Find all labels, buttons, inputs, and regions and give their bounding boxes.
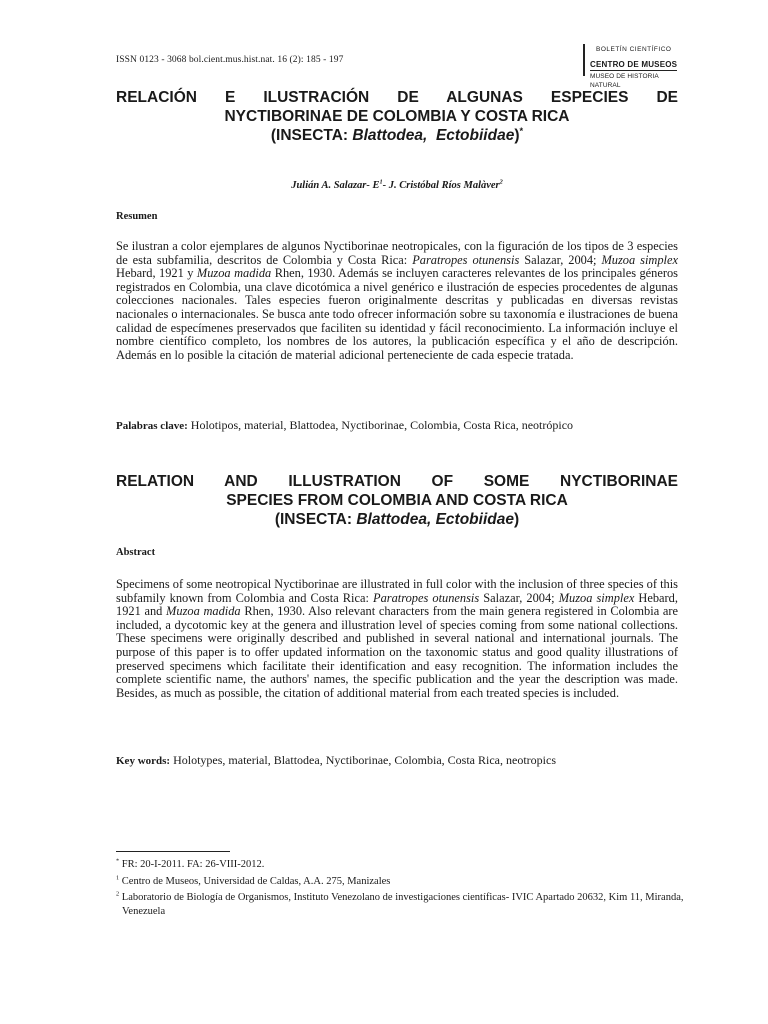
authors — [116, 180, 678, 191]
species-name: Paratropes otunensis — [373, 590, 480, 605]
palabras-clave — [116, 418, 678, 433]
title-prefix: (INSECTA: — [270, 127, 353, 144]
resumen-part: Se ilustran a color ejemplares de algunos Nyctiborinae neotropicales, con la figuración de los tipos de 3 especies de esta subfamilia, descritos de Colombia y Costa Rica: — [116, 239, 678, 267]
title-taxon-family: Ectobiidae — [435, 511, 514, 528]
title-taxon-order: Blattodea, — [356, 511, 432, 528]
footnote-mark: 2 — [116, 890, 120, 898]
species-name: Paratropes otunensis — [412, 252, 520, 267]
title-suffix: ) — [514, 127, 520, 144]
title-taxon-family: Ectobiidae — [435, 127, 515, 144]
title-prefix: (INSECTA: — [274, 511, 357, 528]
english-title-line-1: RELATION AND ILLUSTRATION OF SOME NYCTIBORINAE — [116, 473, 678, 490]
abstract-text — [116, 578, 678, 700]
resumen-text — [116, 240, 678, 362]
author-1-mark: 1 — [379, 178, 383, 186]
logo-line-1: BOLETÍN CIENTÍFICO — [596, 46, 672, 53]
spanish-title-line-3 — [116, 126, 678, 145]
english-title-line-2: SPECIES FROM COLOMBIA AND COSTA RICA — [226, 492, 568, 509]
footnote-text: FR: 20-I-2011. FA: 26-VIII-2012. — [119, 859, 265, 870]
species-name: Muzoa simplex — [558, 590, 635, 605]
author-2: - J. Cristóbal Ríos Malàver — [382, 180, 500, 191]
keywords-list: Holotypes, material, Blattodea, Nyctiborinae, Colombia, Costa Rica, neotropics — [170, 753, 556, 767]
abstract-part: Hebard, 1921 and — [116, 590, 678, 619]
logo-divider — [583, 44, 585, 76]
footnote-divider — [116, 851, 230, 852]
author-2-mark: 2 — [499, 178, 503, 186]
abstract-heading: Abstract — [116, 547, 156, 558]
species-name: Muzoa madida — [196, 266, 272, 281]
resumen-heading: Resumen — [116, 211, 158, 222]
author-1: Julián A. Salazar- E — [291, 180, 380, 191]
resumen-part: Rhen, 1930. Además se incluyen caracteres relevantes de los principales géneros registrados en Colombia, una clave dicotómica a nivel genérico e ilustración de especies procedentes de algunas colecciones nacionales. Tales especies fueron originalmente descritas y publicadas en diversas revistas nacionales o internacionales. Se busca ante todo ofrecer información sobre su taxonomía e ilustraciones de buena calidad de especímenes preservados que faciliten su identidad y fácil reconocimiento. La información incluye el nombre científico completo, los nombres de los autores, la publicación específica y el año de descripción. Además en lo posible la citación de material adicional perteneciente de cada especie tratada. — [116, 266, 678, 362]
title-footnote-mark: * — [519, 125, 524, 136]
footnote-2 — [116, 891, 688, 918]
spanish-title — [116, 88, 678, 145]
keywords-label: Palabras clave: — [116, 420, 188, 432]
abstract-part: Specimens of some neotropical Nyctiborinae are illustrated in full color with the inclusion of three species of this subfamily known from Colombia and Costa Rica: — [116, 577, 678, 605]
english-title — [116, 472, 678, 529]
footnote-1 — [116, 875, 682, 889]
abstract-part: Salazar, 2004; — [479, 590, 559, 605]
resumen-part: Salazar, 2004; — [519, 252, 602, 267]
title-suffix: ) — [513, 511, 520, 528]
spanish-title-line-1: RELACIÓN E ILUSTRACIÓN DE ALGUNAS ESPECIES DE — [116, 89, 678, 106]
spanish-title-line-2: NYCTIBORINAE DE COLOMBIA Y COSTA RICA — [224, 108, 570, 125]
footnote-mark: * — [116, 857, 120, 865]
title-taxon-order: Blattodea, — [352, 127, 428, 144]
abstract-part: Rhen, 1930. Also relevant characters from the main genera registered in Colombia are included, a dycotomic key at the genera and illustration level of species coming from some national collections. These specimens were originally described and published in several national and international journals. The purpose of this paper is to offer updated information on the taxonomic status and good quality illustrations of preserved specimens which facilitate their identification and easy recognition. The information includes the complete scientific name, the authors' names, the specific publication and the year the description was made. Besides, as much as possible, the citation of additional material from each treated species is included. — [116, 604, 679, 700]
footnote-dates — [116, 858, 682, 872]
species-name: Muzoa madida — [166, 604, 241, 619]
footnote-mark: 1 — [116, 874, 120, 882]
logo-line-2: CENTRO DE MUSEOS — [590, 60, 678, 69]
english-title-line-3 — [116, 510, 678, 529]
keywords-label: Key words: — [116, 755, 171, 767]
key-words — [116, 753, 678, 768]
keywords-list: Holotipos, material, Blattodea, Nyctiborinae, Colombia, Costa Rica, neotrópico — [187, 418, 574, 432]
footnote-text: Laboratorio de Biología de Organismos, Instituto Venezolano de investigaciones científicas- IVIC Apartado 20632, Kim 11, Miranda, Venezuela — [119, 892, 684, 917]
species-name: Muzoa simplex — [601, 252, 678, 267]
logo-line-3: MUSEO DE HISTORIA NATURAL — [590, 73, 659, 89]
issn-header: ISSN 0123 - 3068 bol.cient.mus.hist.nat. 16 (2): 185 - 197 — [116, 55, 344, 65]
resumen-part: Hebard, 1921 y — [116, 266, 197, 281]
footnote-text: Centro de Museos, Universidad de Caldas, A.A. 275, Manizales — [119, 876, 391, 887]
journal-logo — [590, 46, 690, 90]
